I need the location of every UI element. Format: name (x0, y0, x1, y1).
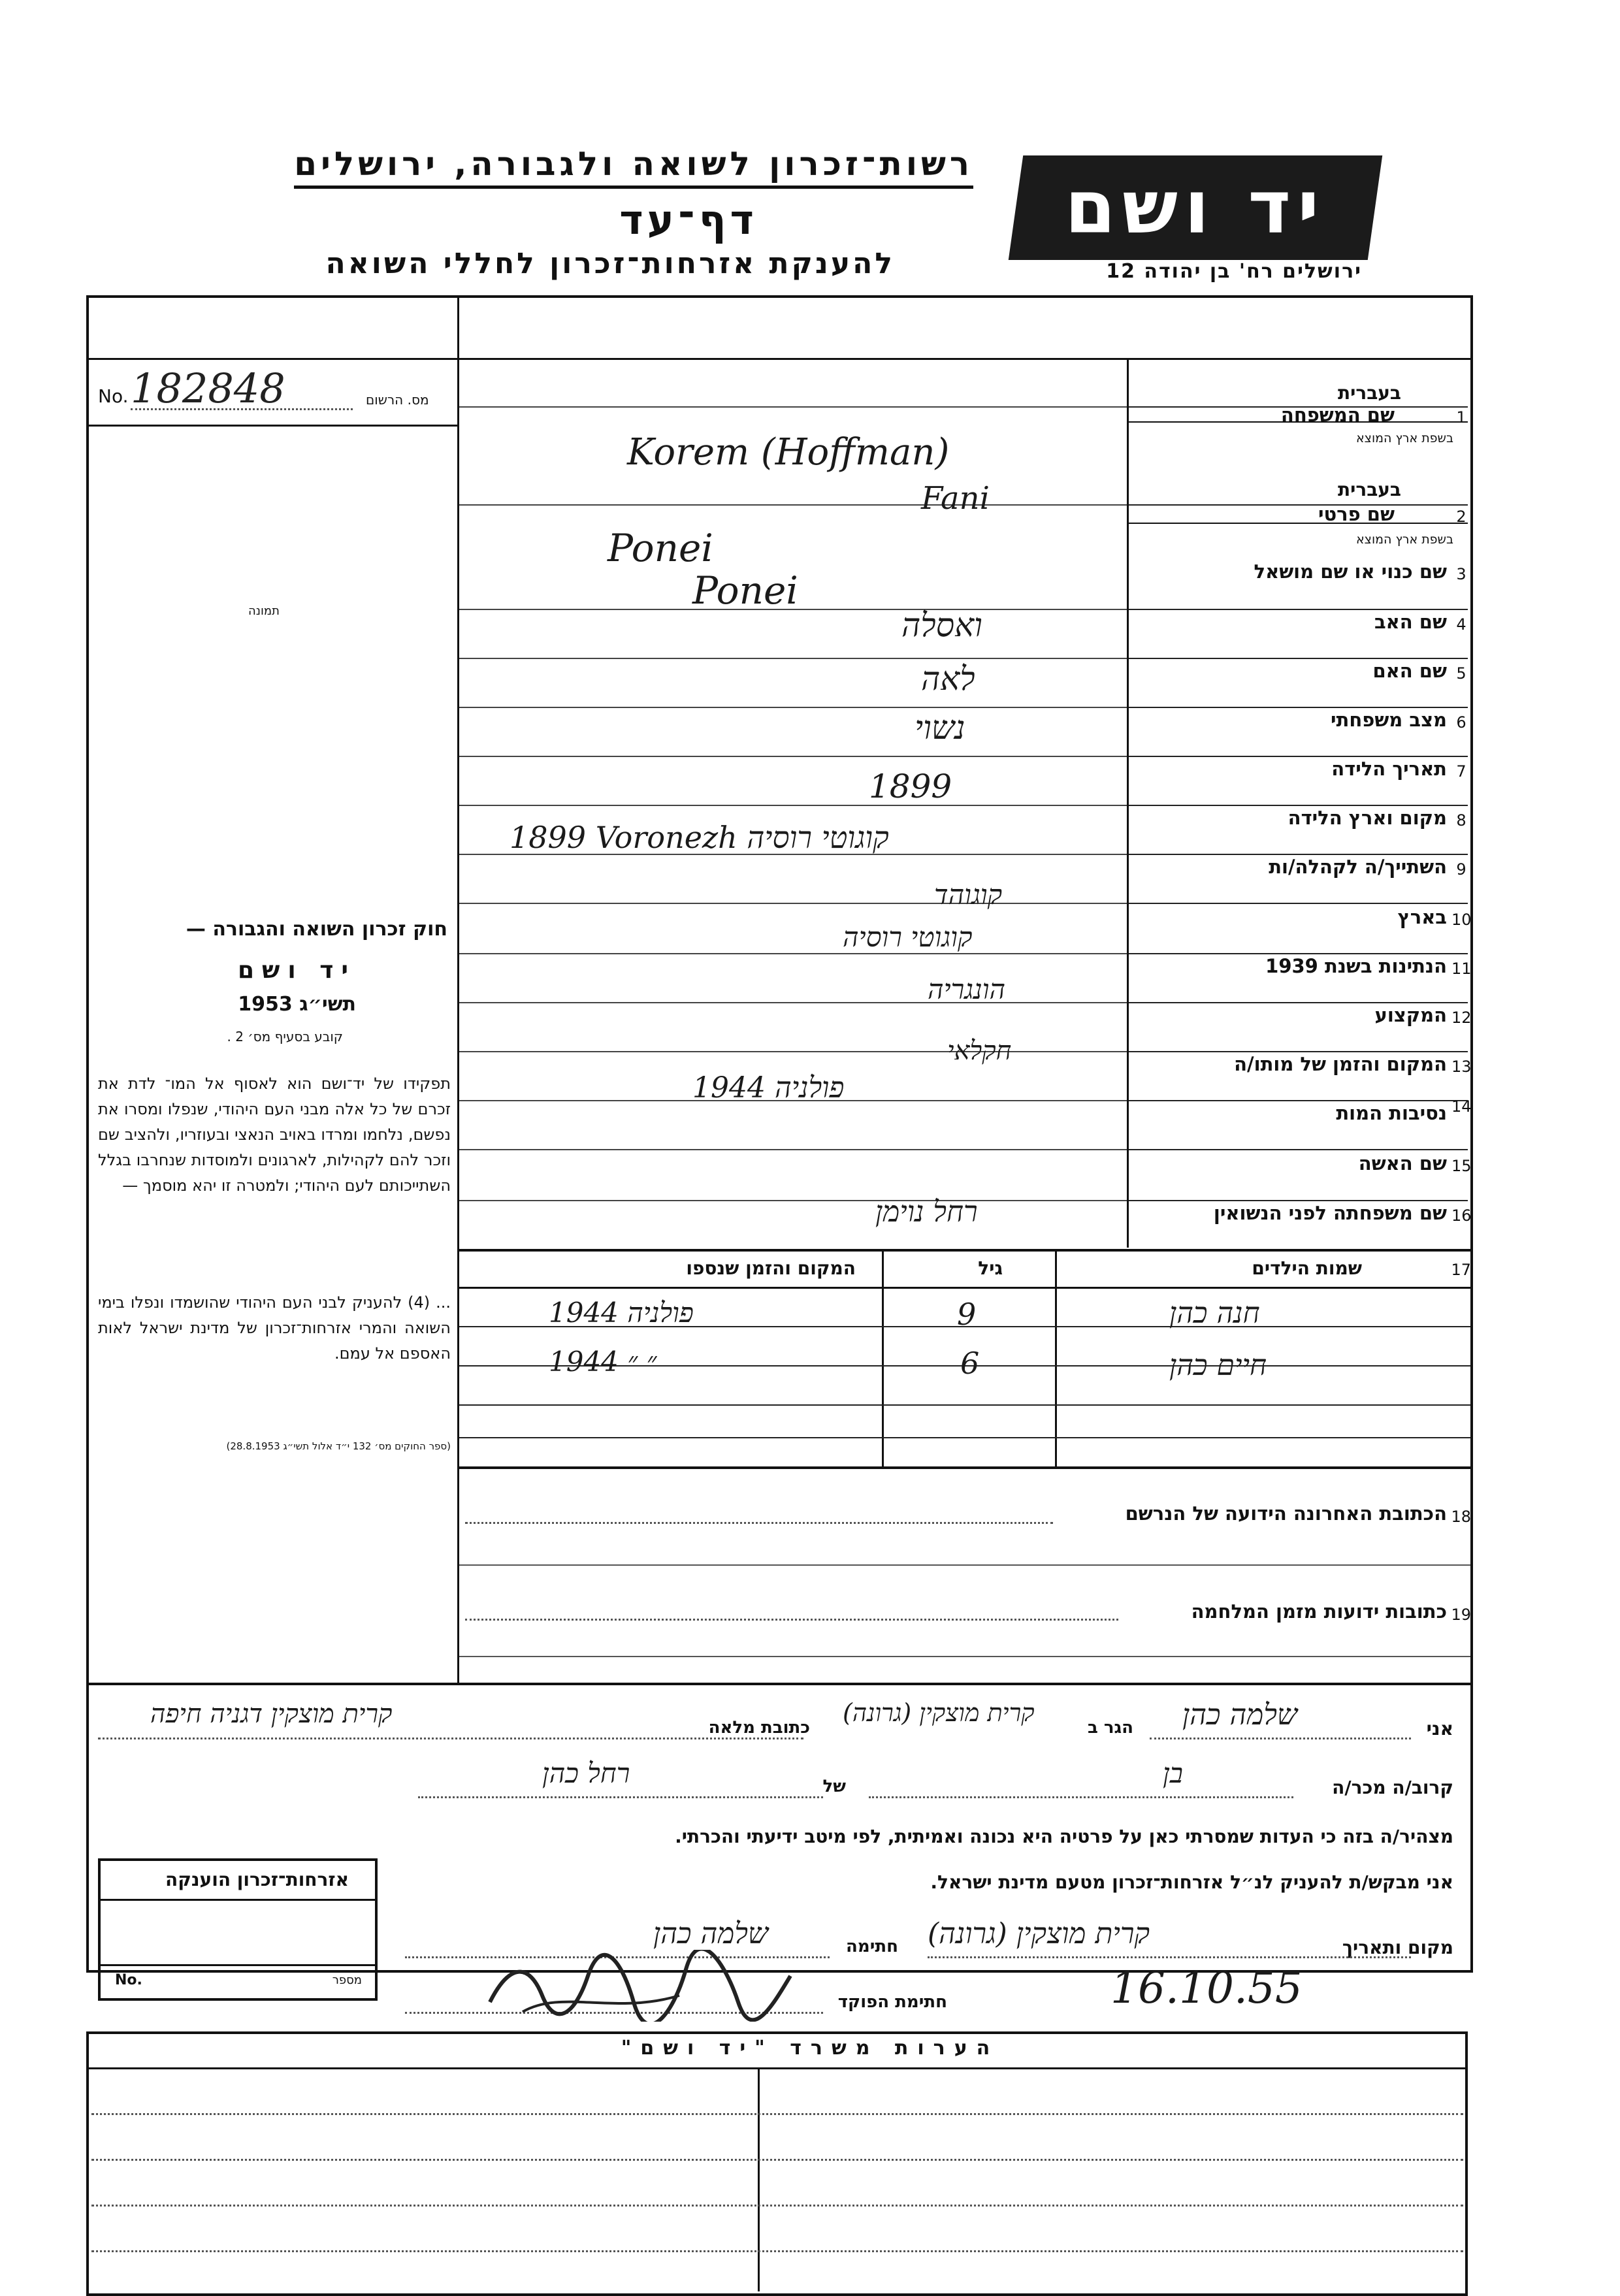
field2-native-sublabel: בשפת ארץ המוצא (1355, 532, 1453, 547)
place-date-dots (928, 1956, 1411, 1958)
field11-label: הנתינות בשנת 1939 (1265, 955, 1447, 977)
office-note-line (91, 2159, 1463, 2161)
child2-age: 6 (960, 1346, 980, 1381)
child1-age: 9 (957, 1297, 977, 1332)
field5-value: ואסלה (901, 606, 982, 644)
field4-value: Ponei (692, 568, 798, 613)
label-row-line (1129, 658, 1468, 659)
photo-label: תמונה (248, 604, 280, 618)
signature-label: חתימה (846, 1937, 898, 1956)
decl-request: אני מבקש/ת להעניק לנ״ל אזרחות־זכרון מטעם מדינת ישראל. (930, 1871, 1453, 1893)
field14-value: 1944 פולניה (692, 1071, 845, 1105)
children-table-top (459, 1249, 1470, 1252)
label-row-line (1129, 707, 1468, 708)
law-name: יד ושם (237, 957, 356, 984)
stamp-divider (101, 1899, 375, 1901)
field-row-line (459, 707, 1127, 708)
field6-label: מצב משפחתי (1330, 709, 1447, 731)
address-line (459, 1656, 1470, 1657)
field3-label: שם כנוי או שם מושאל (1254, 560, 1447, 583)
children-col-divider-2 (1055, 1249, 1057, 1466)
addresses-bottom (86, 1683, 1470, 1685)
children-row-line (459, 1437, 1470, 1438)
form-subtitle: להענקת אזרחות־זכרון לחללי השואה (325, 247, 895, 280)
field12-value: הונגריה (928, 973, 1006, 1005)
decl-address-label: כתובת מלאה (708, 1718, 810, 1738)
registration-no-label: No. (98, 385, 129, 407)
field8-value: 1899 (869, 768, 952, 805)
stamp-divider (101, 1964, 375, 1966)
field1-native-sublabel: בשפת ארץ המוצא (1355, 431, 1453, 445)
field-row-line (459, 1200, 1127, 1201)
field11-num: 11 (1451, 960, 1472, 978)
stamp-number-label: מספר (332, 1973, 362, 1987)
office-notes-divider (758, 2069, 760, 2291)
office-notes-header-line (86, 2067, 1468, 2069)
office-note-line (91, 2205, 1463, 2207)
label-row-line (1129, 756, 1468, 757)
field18-label: הכתובת האחרונה הידועה של הנרשם (1125, 1502, 1447, 1525)
left-column-divider (457, 358, 459, 1683)
label-row-line (1129, 1002, 1468, 1003)
frame-header-vert (457, 295, 459, 358)
decl-city: קרית מוצקין (גרונה) (843, 1698, 1035, 1727)
child1-place: 1944 פולניה (549, 1297, 694, 1329)
frame-header-divider (86, 358, 1470, 360)
registration-number: 182848 (131, 364, 285, 412)
office-notes-title: הערות משרד "יד ושם" (621, 2037, 999, 2060)
field-row-line (459, 756, 1127, 757)
children-col-age: גיל (978, 1257, 1003, 1279)
children-header-bottom (459, 1287, 1470, 1289)
address-line: ירושלים רח' בן יהודה 12 (1106, 260, 1362, 283)
field2-label: שם פרטי (1318, 503, 1395, 525)
child2-place: 1944 ״ ״ (549, 1346, 657, 1378)
children-col-divider-1 (882, 1249, 884, 1466)
field1-value: Korem (Hoffman) (627, 431, 950, 474)
label-row-line (1129, 1149, 1468, 1150)
children-col-place: המקום והזמן שנספו (686, 1257, 856, 1279)
field-row-line (459, 504, 1127, 506)
field7-value: נשוי (915, 709, 965, 747)
decl-relation: בן (1163, 1757, 1183, 1789)
field19-label: כתובות ידועות מזמן המלחמה (1191, 1600, 1447, 1623)
label-row-line (1129, 609, 1468, 610)
stamp-title: אזרחות־זכרון הוענקה (165, 1869, 349, 1890)
decl-of-dots (418, 1796, 823, 1798)
field16-num: 16 (1451, 1206, 1472, 1225)
decl-relation-dots (869, 1796, 1293, 1798)
office-note-line (91, 2113, 1463, 2115)
field9-label: השתייך/ה לקהלה/ות (1269, 856, 1447, 878)
children-col-names: שמות הילדים (1252, 1257, 1362, 1279)
law-clause: קובע בסעיף מס׳ 2 . (227, 1029, 343, 1044)
field2-hebrew-sublabel: בעברית (1337, 479, 1401, 500)
law-year: תשי״ג 1953 (238, 993, 356, 1016)
field2-value: Fani (921, 480, 990, 517)
label-row-line (1129, 1051, 1468, 1052)
field11-value: קוגוטי רוסיה (843, 921, 973, 953)
field18-num: 18 (1451, 1508, 1471, 1526)
decl-name-dots (1150, 1738, 1411, 1739)
field2-num: 2 (1456, 508, 1466, 526)
label-row-line (1129, 854, 1468, 855)
children-num: 17 (1451, 1261, 1471, 1279)
field1-hebrew-sublabel: בעברית (1337, 382, 1401, 404)
authority-title: רשות־זכרון לשואה ולגבורה, ירושלים (294, 145, 973, 189)
field-row-line (459, 953, 1127, 954)
field-row-line (459, 1002, 1127, 1003)
field2-mid-line (1129, 523, 1468, 524)
decl-of: של (822, 1777, 846, 1796)
official-signature-label: חתימת הפוקד (837, 1992, 947, 2012)
field5-num: 5 (1456, 664, 1466, 683)
stamp-no: No. (115, 1972, 142, 1988)
signature-value: שלמה כהן (653, 1917, 769, 1950)
field13-value: חקלאי (947, 1036, 1012, 1066)
decl-ani: אני (1426, 1718, 1453, 1739)
registration-heb-label: מס. הרשום (366, 392, 429, 408)
law-title: חוק זכרון השואה והגבורה — (186, 918, 447, 941)
labels-column-divider (1127, 358, 1129, 1248)
place-date-label: מקום ותאריך (1342, 1937, 1453, 1958)
field9-value: 1899 Voronezh קוגוטי רוסיה (510, 820, 889, 855)
field10-label: בארץ (1397, 906, 1447, 928)
field15-label: שם האשה (1358, 1152, 1447, 1174)
field5-label: שם האם (1372, 660, 1447, 682)
field15-num: 15 (1451, 1157, 1472, 1175)
child1-name: חנה כהן (1169, 1297, 1260, 1330)
field3-value: Ponei (608, 526, 713, 570)
field13-num: 13 (1451, 1058, 1472, 1076)
office-note-line (91, 2250, 1463, 2252)
field18-dots (465, 1522, 1053, 1524)
decl-resides: הגר ב (1087, 1718, 1133, 1738)
decl-name: שלמה כהן (1182, 1698, 1298, 1732)
address-line (459, 1564, 1470, 1566)
decl-relative-label: קרוב/ה מכר/ה (1332, 1777, 1453, 1798)
official-signature-scribble (483, 1950, 797, 2022)
field1-num: 1 (1456, 408, 1466, 427)
field4-label: שם האב (1374, 611, 1447, 633)
field10-value: קוגוהד (934, 879, 1003, 911)
children-row-line (459, 1404, 1470, 1406)
place-value: קרית מוצקין (גרונה) (928, 1917, 1150, 1950)
field7-num: 7 (1456, 762, 1466, 781)
field1-label: שם המשפחה (1280, 404, 1395, 426)
decl-address-dots (98, 1738, 803, 1739)
field7-label: תאריך הלידה (1331, 758, 1447, 780)
decl-statement: מצהיר/ה בזה כי העדות שמסרתי כאן על פרטיה היא נכונה ואמיתית, לפי מיטב ידיעתי והכרתי. (675, 1826, 1453, 1847)
field6-num: 6 (1456, 713, 1466, 732)
label-row-line (1129, 903, 1468, 904)
field16-value: רחל נוימן (875, 1195, 978, 1229)
field19-dots (465, 1619, 1118, 1621)
field14-num: 14 (1451, 1097, 1472, 1116)
field8-label: מקום וארץ הלידה (1288, 807, 1447, 829)
office-notes-box (86, 2031, 1468, 2296)
field-row-line (459, 1149, 1127, 1150)
field14-label: נסיבות המות (1336, 1102, 1447, 1124)
field-row-line (459, 805, 1127, 806)
field-row-line (459, 1051, 1127, 1052)
field3-num: 3 (1456, 565, 1466, 583)
label-row-line (1129, 504, 1468, 506)
children-table-bottom (459, 1466, 1470, 1469)
yad-vashem-logo (1009, 155, 1382, 260)
decl-of-name: רחל כהן (542, 1757, 630, 1789)
label-row-line (1129, 953, 1468, 954)
signature-scribble-svg (483, 1950, 797, 2022)
law-paragraph-1: תפקידו של יד־ושם הוא לאסוף אל המו־ לדת את זכרם של כל אלה מבני העם היהודי, שנפלו ומסרו את נפשם, נלחמו ומרדו באויב הנאצי ובעוזריו, ולהציב שם וזכר להם לקהילות, לארגונים ולמוסדות שנחרבו בגלל השתייכותם לעם היהודי; ולמטרה זו יהא מוסמך — (98, 1075, 451, 1195)
field10-num: 10 (1451, 911, 1472, 929)
child2-name: חיים כהן (1169, 1349, 1267, 1382)
field16-label: שם משפחתה לפני הנשואין (1213, 1202, 1447, 1224)
law-paragraph-2: ... (4) להעניק לבני העם היהודי שהושמדו ונפלו בימי השואה והמרי אזרחות־זכרון של מדינת ישראל לאות האספם אל עמם. (98, 1293, 451, 1363)
field-row-line (459, 903, 1127, 904)
field13-label: המקום והזמן של מותו/ה (1234, 1053, 1447, 1075)
logo-text: יד ושם (1065, 165, 1326, 250)
field19-num: 19 (1451, 1606, 1471, 1624)
field12-num: 12 (1451, 1009, 1472, 1027)
field4-num: 4 (1456, 615, 1466, 634)
registration-dots (131, 408, 353, 410)
citizenship-stamp-box (98, 1858, 378, 2001)
registration-underline (89, 425, 457, 427)
field-row-line (459, 406, 1127, 408)
field6-value: לאה (921, 660, 975, 698)
date-value: 16.10.55 (1110, 1963, 1303, 2013)
law-reference: (ספר החוקים מס׳ 132 י״ד אלול תשי״ג 28.8.1953) (226, 1440, 451, 1452)
label-row-line (1129, 1200, 1468, 1201)
label-row-line (1129, 805, 1468, 806)
field9-num: 9 (1456, 860, 1466, 879)
field12-label: המקצוע (1374, 1004, 1447, 1026)
field8-num: 8 (1456, 811, 1466, 830)
decl-address: קרית מוצקין דגניה חיפה (150, 1699, 393, 1729)
form-title: דף־עד (619, 196, 758, 244)
field-row-line (459, 658, 1127, 659)
label-row-line (1129, 1100, 1468, 1101)
